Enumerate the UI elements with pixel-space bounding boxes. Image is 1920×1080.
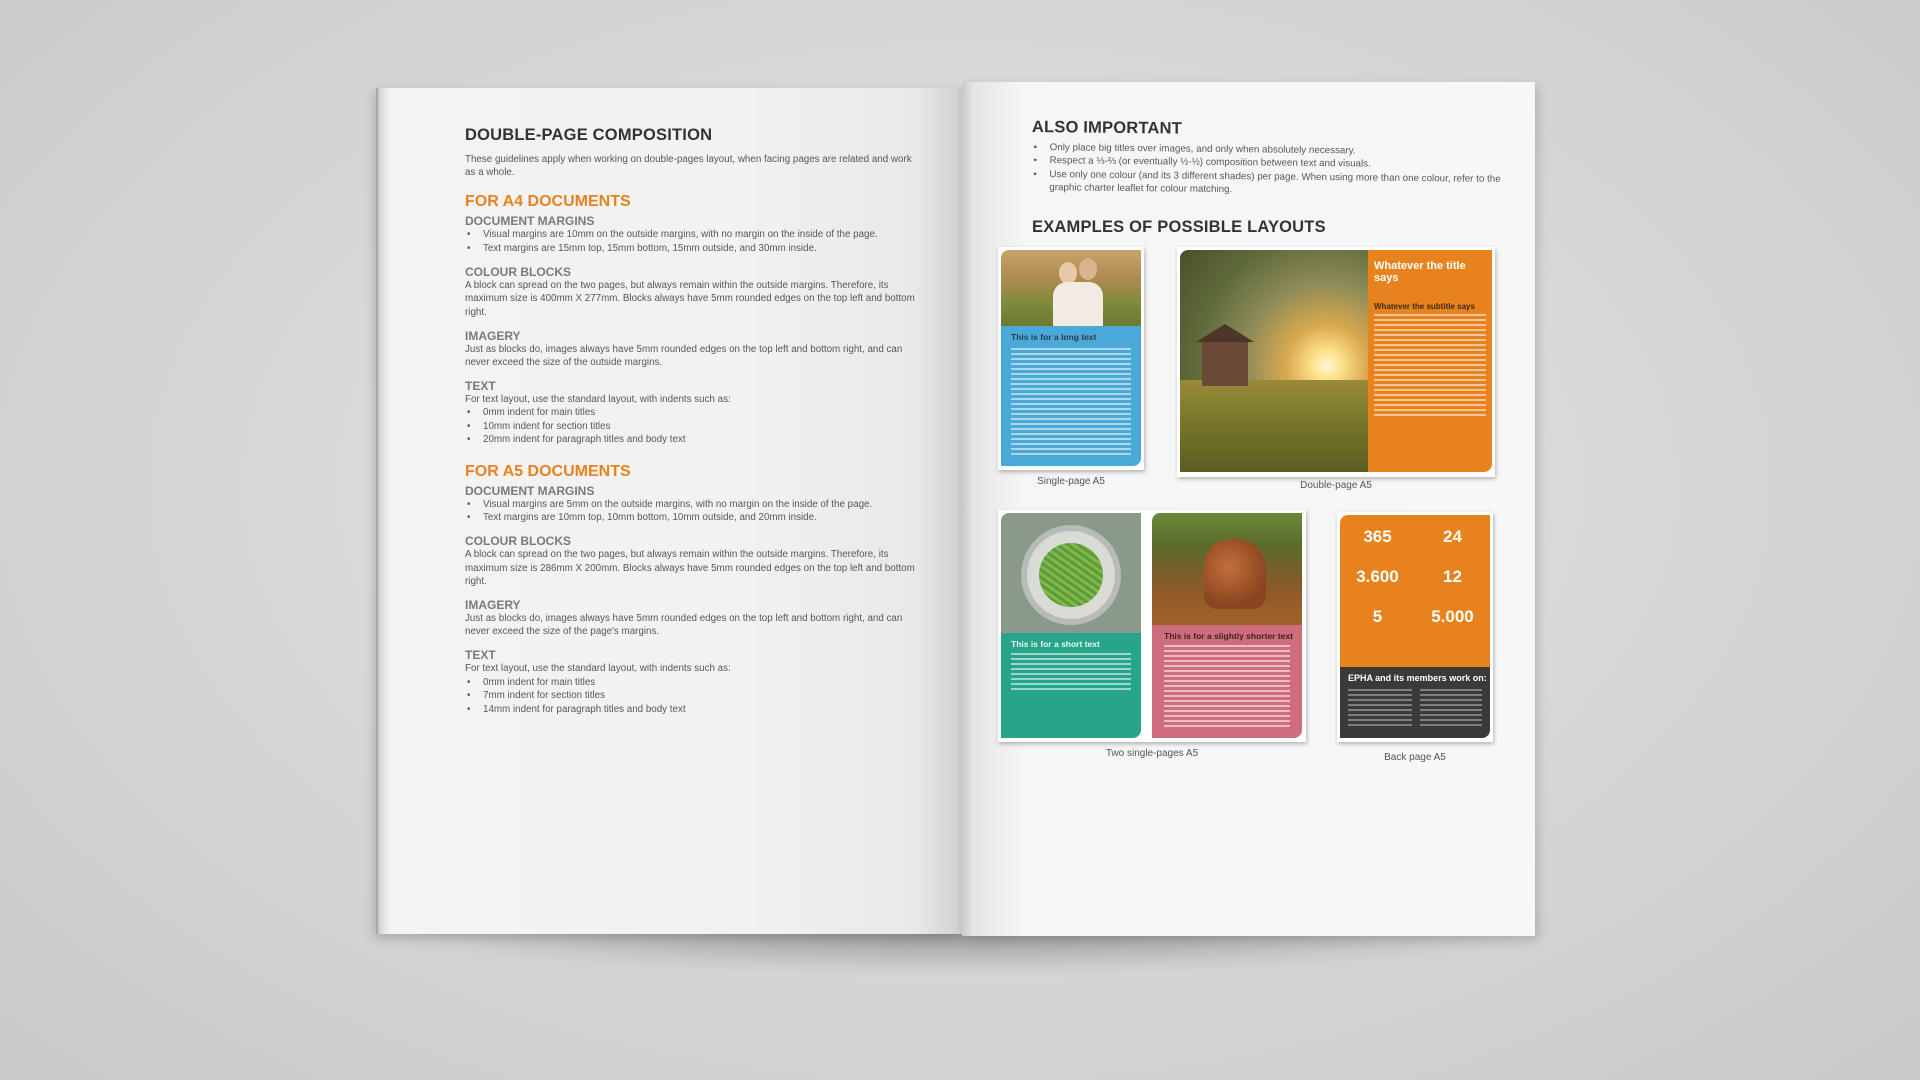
stats-block <box>1340 515 1490 667</box>
also-important-list <box>1031 141 1502 200</box>
stat-value: 12 <box>1443 567 1462 586</box>
list-item: • Only place big titles over images, and only when absolutely necessary. <box>1032 141 1502 159</box>
text-lines <box>1348 689 1412 729</box>
family-photo <box>1001 250 1141 326</box>
list-item: • Visual margins are 5mm on the outside margins, with no margin on the inside of the page. <box>465 498 923 511</box>
list-item: • 10mm indent for section titles <box>465 420 923 433</box>
a4-imagery-text: Just as blocks do, images always have 5mm rounded edges on the top left and bottom right, and can never exceed the size of the outside margins. <box>465 343 903 369</box>
a4-colour-text: A block can spread on the two pages, but always remain within the outside margins. Therefore, its maximum size is 400mm X 277mm. Blocks always have 5mm rounded edges on the top left and bottom right. <box>465 280 915 318</box>
list-item: • Text margins are 10mm top, 10mm bottom, 10mm outside, and 20mm inside. <box>465 511 923 524</box>
a4-heading: FOR A4 DOCUMENTS <box>465 193 631 211</box>
a4-text-title: TEXT <box>465 379 496 394</box>
list-item: • Use only one colour (and its 3 different shades) per page. When using more than one colour, refer to the graphic charter leaflet for colour matching. <box>1031 168 1501 200</box>
two-single-pages-thumbnail <box>998 510 1306 742</box>
dark-footer-block <box>1340 667 1490 738</box>
teal-text-block <box>1001 633 1141 738</box>
footer-title: EPHA and its members work on: <box>1348 673 1487 683</box>
block-title: This is for a short text <box>1011 639 1100 649</box>
stat-value: 365 <box>1363 527 1392 546</box>
a5-text-list <box>465 676 923 716</box>
caption-double: Double-page A5 <box>1300 480 1372 491</box>
list-item: • Text margins are 15mm top, 15mm bottom, 15mm outside, and 30mm inside. <box>465 242 923 255</box>
block-title: Whatever the title says <box>1374 260 1466 284</box>
a5-imagery-text: Just as blocks do, images always have 5mm rounded edges on the top left and bottom right, and can never exceed the size of the page's margins. <box>465 613 903 638</box>
stat-value: 5 <box>1372 607 1383 626</box>
a5-margins-list <box>465 498 923 525</box>
double-page-thumbnail <box>1177 247 1495 477</box>
examples-title: EXAMPLES OF POSSIBLE LAYOUTS <box>1032 218 1326 236</box>
caption-two-single: Two single-pages A5 <box>1105 748 1199 759</box>
list-item: • Visual margins are 10mm on the outside margins, with no margin on the inside of the page. <box>465 228 923 241</box>
stat-value: 24 <box>1443 527 1462 546</box>
text-lines <box>1374 314 1486 419</box>
left-page-content <box>465 126 923 716</box>
pink-text-block <box>1152 625 1302 738</box>
a5-colour-title: COLOUR BLOCKS <box>465 534 571 549</box>
caption-single: Single-page A5 <box>1037 476 1105 487</box>
list-item: • 7mm indent for section titles <box>465 689 923 702</box>
a4-colour-title: COLOUR BLOCKS <box>465 265 571 280</box>
a4-margins-title: DOCUMENT MARGINS <box>465 214 595 229</box>
autumn-leaves-photo <box>1152 513 1302 625</box>
green-beans-photo <box>1001 513 1141 633</box>
text-lines <box>1011 348 1131 458</box>
single-page-thumbnail <box>998 247 1144 470</box>
right-page <box>962 82 1535 936</box>
list-item: • 20mm indent for paragraph titles and body text <box>465 433 923 446</box>
a4-text-intro: For text layout, use the standard layout, with indents such as: <box>465 394 731 406</box>
stat-value: 5.000 <box>1431 607 1474 626</box>
block-title: This is for a slightly shorter text <box>1164 631 1293 641</box>
a5-text-title: TEXT <box>465 648 496 663</box>
a4-margins-list <box>465 228 923 255</box>
blue-text-block <box>1001 326 1141 466</box>
block-title: This is for a long text <box>1011 332 1097 342</box>
a5-colour-text: A block can spread on the two pages, but always remain within the outside margins. Therefore, its maximum size is 286mm X 200mm. Blocks always have 5mm rounded edges on the top left and bottom right. <box>465 549 915 587</box>
right-page-text <box>1031 118 1502 200</box>
a5-text-intro: For text layout, use the standard layout, with indents such as: <box>465 663 731 675</box>
text-lines <box>1164 645 1290 730</box>
a5-margins-title: DOCUMENT MARGINS <box>465 483 595 498</box>
list-item: • Respect a ⅓-⅔ (or eventually ½-½) composition between text and visuals. <box>1031 154 1501 172</box>
sunset-field-photo <box>1180 250 1368 472</box>
list-item: • 0mm indent for main titles <box>465 406 923 419</box>
stat-value: 3.600 <box>1356 567 1399 586</box>
orange-text-block <box>1368 250 1492 472</box>
back-page-thumbnail <box>1337 512 1493 742</box>
left-page <box>376 88 962 934</box>
a4-imagery-title: IMAGERY <box>465 328 521 343</box>
block-subtitle: Whatever the subtitle says <box>1374 302 1475 311</box>
also-important-title: ALSO IMPORTANT <box>1031 118 1183 138</box>
a5-imagery-title: IMAGERY <box>465 598 521 613</box>
a4-text-list <box>465 406 923 446</box>
list-item: • 0mm indent for main titles <box>465 676 923 689</box>
list-item: • 14mm indent for paragraph titles and body text <box>465 703 923 716</box>
intro-text: These guidelines apply when working on double-pages layout, when facing pages are related and work as a whole. <box>465 154 912 179</box>
caption-back: Back page A5 <box>1384 752 1446 763</box>
text-lines <box>1420 689 1482 729</box>
a5-heading: FOR A5 DOCUMENTS <box>465 462 631 480</box>
page-title: DOUBLE-PAGE COMPOSITION <box>465 126 713 144</box>
text-lines <box>1011 653 1131 693</box>
